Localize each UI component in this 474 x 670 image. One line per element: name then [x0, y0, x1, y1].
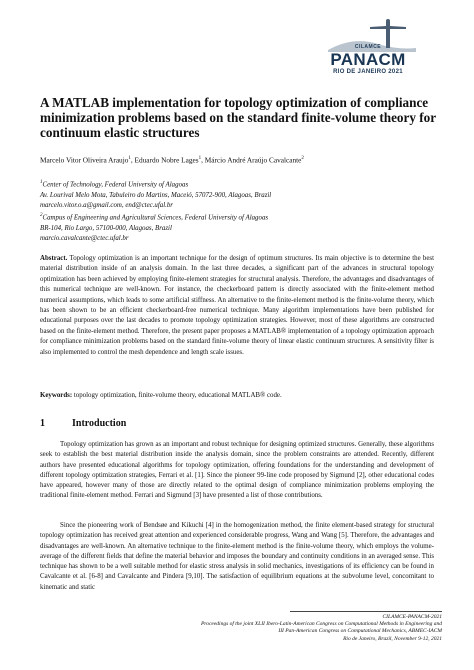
affil-2-institution: Campus of Engineering and Agricultural Sciences, Federal University of Alagoas [42, 214, 269, 222]
affil-2-marker: 2 [40, 213, 43, 219]
author-1: Marcelo Vitor Oliveira Araujo [40, 155, 129, 165]
keywords-text: topology optimization, finite-volume theory, educational MATLAB® code. [72, 392, 282, 399]
affil-2-emails: marcio.cavalcante@ctec.ufal.br [40, 235, 129, 243]
affil-1-marker: 1 [40, 180, 43, 185]
keywords-label: Keywords: [40, 392, 73, 399]
abstract [40, 254, 434, 358]
author-1-affil: 1 [128, 156, 131, 161]
footer-proceedings: Proceedings of the joint XLII Ibero-Latin-American Congress on Computational Methods in Engineering and [200, 621, 442, 628]
logo-city: RIO DE JANEIRO 2021 [333, 69, 403, 75]
footer-conference: CILAMCE-PANACM-2021 [382, 614, 442, 620]
affil-2-address: BR-104, Rio Largo, 57100-000, Alagoas, Brazil [40, 224, 172, 232]
author-2-affil: 1 [198, 156, 202, 161]
footer-divider [290, 611, 442, 612]
affiliations [40, 178, 440, 244]
footer-congress: III Pan-American Congress on Computational Mechanics, ABMEC-IACM [278, 628, 442, 635]
author-2: , Eduardo Nobre Lages [130, 155, 199, 165]
affil-1-emails: marcelo.vitor.o.a@gmail.com, end@ctec.ufal.br [40, 201, 173, 209]
abstract-label: Abstract. [40, 255, 68, 262]
keywords [40, 392, 434, 399]
section-heading [40, 418, 126, 429]
intro-paragraph-2: Since the pioneering work of Bendsøe and Kikuchi [4] in the homogenization method, the finite element-based strategy for structural topology optimization has received great attention and experienced considerable progress, Wang and Wang [5]. Therefore, the advantages and disadvantages are well-known. An alternative technique to the finite-element method is the finite-volume theory, which employs the volume-average of the different fields that define the material behavior and imposes the boundary and continuity conditions in an averaged sense. This technique has shown to be a well suitable method for elastic stress analysis in solid mechanics, investigations of its efficiency can be found in Cavalcante et al. [6-8] and Cavalcante and Pindera [9,10]. The satisfaction of equilibrium equations at the subvolume level, concomitant to kinematic and static [40, 522, 434, 591]
logo-name: PANACM [330, 50, 406, 69]
author-3-affil: 2 [301, 156, 304, 161]
paper-title: A MATLAB implementation for topology optimization of compliance minimization problems based on the standard finite-volume theory for continuum elastic structures [40, 95, 436, 141]
conference-logo [318, 18, 418, 98]
author-list [40, 154, 440, 164]
logo-subtitle: CILAMCE [354, 44, 382, 50]
page-footer [200, 614, 442, 643]
footer-location: Rio de Janeiro, Brazil, November 9-12, 2021 [343, 635, 442, 642]
affil-1-address: Av. Lourival Melo Mota, Tabuleiro do Martins, Maceió, 57072-900, Alagoas, Brazil [40, 191, 272, 199]
abstract-text: Topology optimization is an important technique for the design of optimum structures. Its main objective is to determine the best material distribution inside of an analysis domain. In the last three decades, a significant part of the advances in structural topology optimization has been achieved by employing finite-element strategies for structural analysis. Therefore, the advantages and disadvantages of this numerical technique are well-known. For instance, the checkerboard pattern is directly associated with the finite-element method numerical assumptions, which leads to some artificial stiffness. An alternative to the finite-element method is the finite-volume theory, which has been shown to be an efficient checkerboard-free numerical technique. Many algorithm implementations have been published for educational purposes over the last decades to promote topology optimization strategies. However, most of these algorithms are constructed based on the finite-element method. Therefore, the present paper proposes a MATLAB® implementation of a topology optimization approach for compliance minimization problems based on the standard finite-volume theory of linear elastic continuum structures. A sensitivity filter is also implemented to control the mesh dependence and length scale issues. [40, 255, 434, 356]
section-number: 1 [40, 418, 45, 429]
author-3: , Márcio André Araújo Cavalcante [201, 155, 302, 165]
section-title: Introduction [72, 418, 127, 429]
intro-paragraph-1: Topology optimization has grown as an important and robust technique for designing optimized structures. Generally, these algorithms seek to establish the best material distribution inside the analysis domain, since the problem constraints are attended. Recently, different authors have presented educational algorithms for topology optimization, offering foundations for the understanding and development of different topology optimization strategies, Ferrari et al. [1]. Since the pioneer 99-line code proposed by Sigmund [2], other educational codes have appeared, however many of those are directly related to the optimal design of compliance minimization problems employing the traditional finite-element method. Ferrari and Sigmund [3] have presented a list of those contributions. [40, 441, 434, 500]
affil-1-institution: Center of Technology, Federal University of Alagoas [42, 181, 189, 189]
